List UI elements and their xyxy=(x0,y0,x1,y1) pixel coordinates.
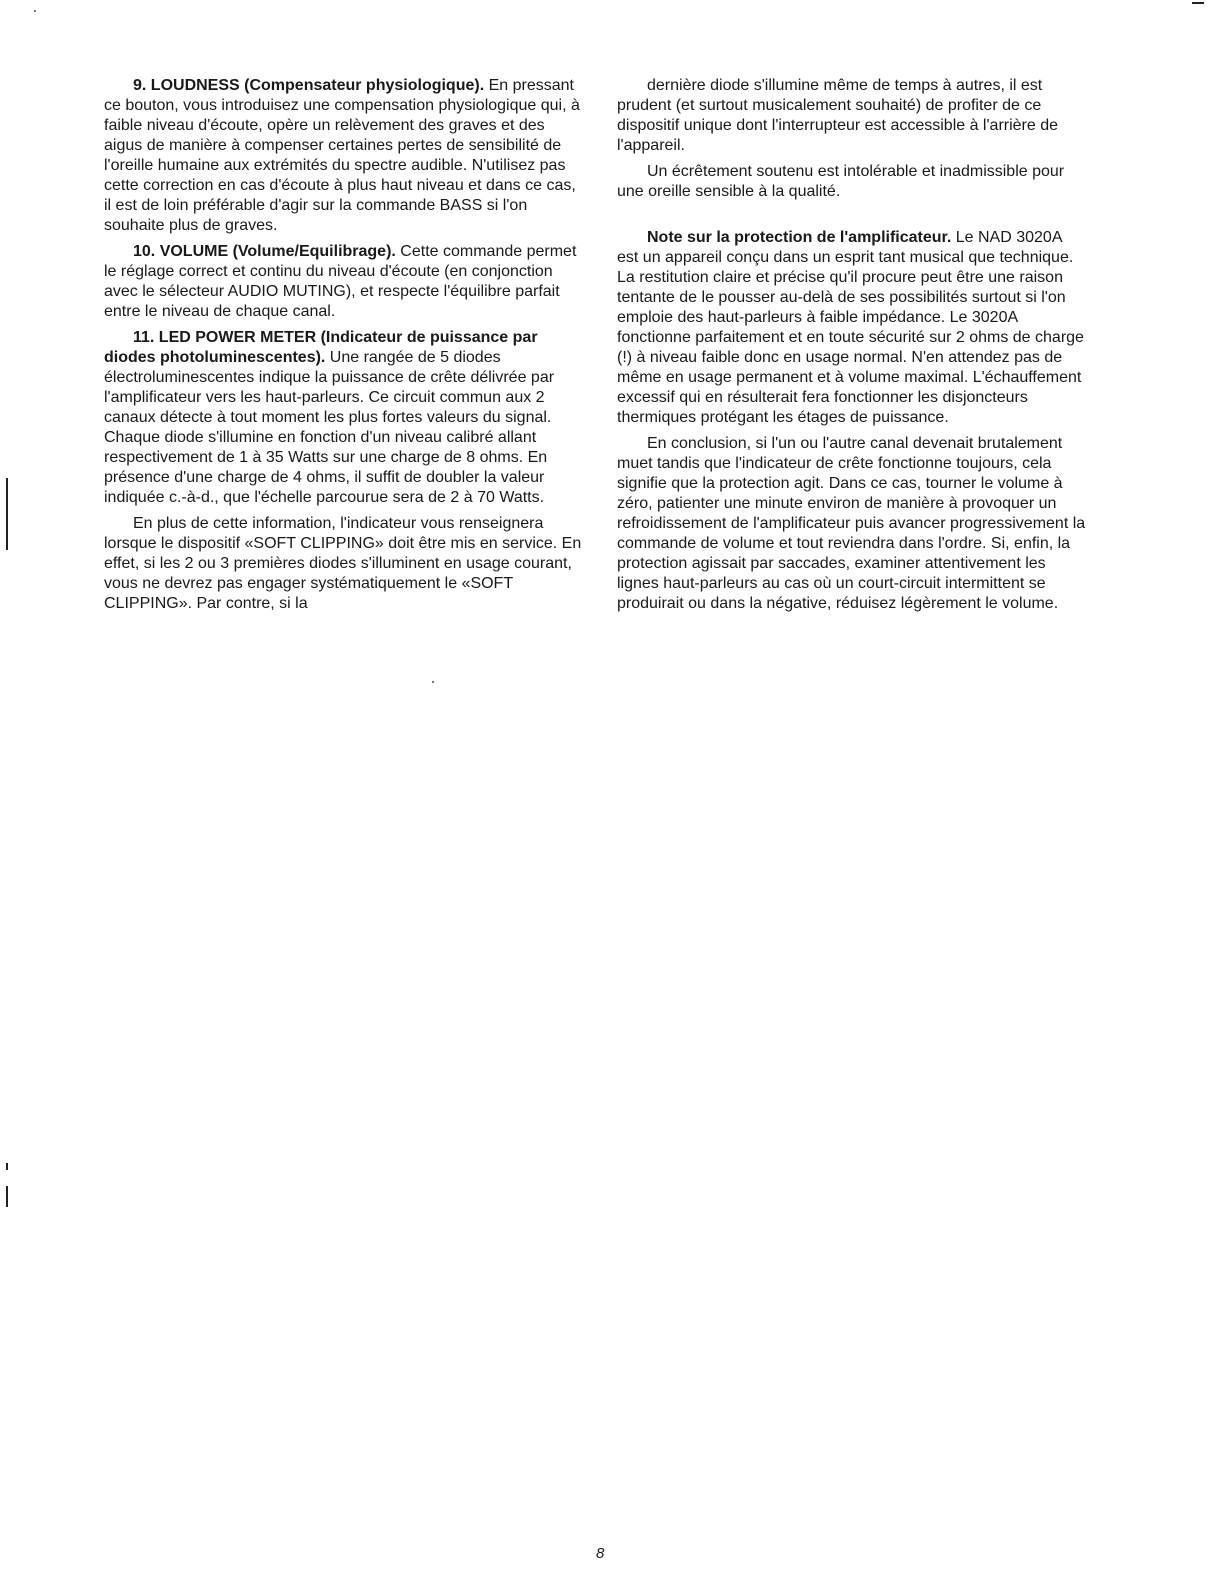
left-column xyxy=(104,76,584,620)
conclusion-paragraph xyxy=(617,434,1087,614)
led-meter-paragraph xyxy=(104,328,584,508)
binder-mark xyxy=(6,1163,8,1170)
protection-note-text: Le NAD 3020A est un appareil conçu dans un esprit tant musical que technique. La restitution claire et précise qu'il procure peut être une raison tentante de le pousser au-delà de ses possibilités surtout si l'on emploie des haut-parleurs à faible impédance. Le 3020A fonctionne parfaitement et en toute sécurité sur 2 ohms de charge (!) à niveau faible donc en usage normal. N'en attendez pas de même en usage permanent et à volume maximal. L'échauffement excessif qui en résulterait fera fonctionner les disjoncteurs thermiques protégant les étages de puissance. xyxy=(617,229,1084,426)
protection-note-paragraph xyxy=(617,228,1087,428)
soft-clipping-paragraph xyxy=(104,514,584,614)
binder-mark xyxy=(6,478,8,550)
volume-heading: 10. VOLUME (Volume/Equilibrage). xyxy=(133,243,396,260)
led-meter-text: Une rangée de 5 diodes électroluminescentes indique la puissance de crête délivrée par l'amplificateur vers les haut-parleurs. Ce circuit commun aux 2 canaux détecte à tout moment les plus fortes valeurs du signal. Chaque diode s'illumine en fonction d'un niveau calibré allant respectivement de 1 à 35 Watts sur une charge de 8 ohms. En présence d'une charge de 4 ohms, il suffit de doubler la valeur indiquée c.-à-d., que l'échelle parcourue sera de 2 à 70 Watts. xyxy=(104,349,555,506)
loudness-heading: 9. LOUDNESS (Compensateur physiologique). xyxy=(133,77,485,94)
scan-speck xyxy=(432,681,434,683)
led-meter-heading: 11. LED POWER METER (Indicateur de puissance par diodes photoluminescentes). xyxy=(104,329,538,366)
protection-note-heading: Note sur la protection de l'amplificateur. xyxy=(647,229,952,246)
scan-edge-mark xyxy=(1192,2,1204,4)
conclusion-text: En conclusion, si l'un ou l'autre canal devenait brutalement muet tandis que l'indicateur de crête fonctionne toujours, cela signifie que la protection agit. Dans ce cas, tourner le volume à zéro, patienter une minute environ de manière à provoquer un refroidissement de l'amplificateur puis avancer progressivement la commande de volume et tout reviendra dans l'ordre. Si, enfin, la protection agissait par saccades, examiner attentivement les lignes haut-parleurs au cas où un court-circuit intermittent se produirait ou dans la négative, réduisez légèrement le volume. xyxy=(617,435,1086,612)
page-number: 8 xyxy=(596,1545,605,1562)
loudness-text: En pressant ce bouton, vous introduisez une compensation physiologique qui, à faible niveau d'écoute, opère un relèvement des graves et des aigus de manière à compenser certaines pertes de sensibilité de l'oreille humaine aux extrémités du spectre audible. N'utilisez pas cette correction en cas d'écoute à plus haut niveau et dans ce cas, il est de loin préférable d'agir sur la commande BASS si l'on souhaite plus de graves. xyxy=(104,77,580,234)
right-column xyxy=(617,76,1087,620)
volume-text: Cette commande permet le réglage correct et continu du niveau d'écoute (en conjonction avec le sélecteur AUDIO MUTING), et respecte l'équilibre parfait entre le niveau de chaque canal. xyxy=(104,243,577,320)
scan-speck xyxy=(34,10,36,12)
last-diode-text: dernière diode s'illumine même de temps à autres, il est prudent (et surtout musicalement souhaité) de profiter de ce dispositif unique dont l'interrupteur est accessible à l'arrière de l'appareil. xyxy=(617,77,1059,154)
clipping-warning-text: Un écrêtement soutenu est intolérable et inadmissible pour une oreille sensible à la qualité. xyxy=(617,163,1065,200)
volume-paragraph xyxy=(104,242,584,322)
soft-clipping-text: En plus de cette information, l'indicateur vous renseignera lorsque le dispositif «SOFT CLIPPING» doit être mis en service. En effet, si les 2 ou 3 premières diodes s'illuminent en usage courant, vous ne devrez pas engager systématiquement le «SOFT CLIPPING». Par contre, si la xyxy=(104,515,582,612)
clipping-warning-paragraph xyxy=(617,162,1087,202)
loudness-paragraph xyxy=(104,76,584,236)
binder-mark xyxy=(6,1186,8,1207)
last-diode-paragraph xyxy=(617,76,1087,156)
